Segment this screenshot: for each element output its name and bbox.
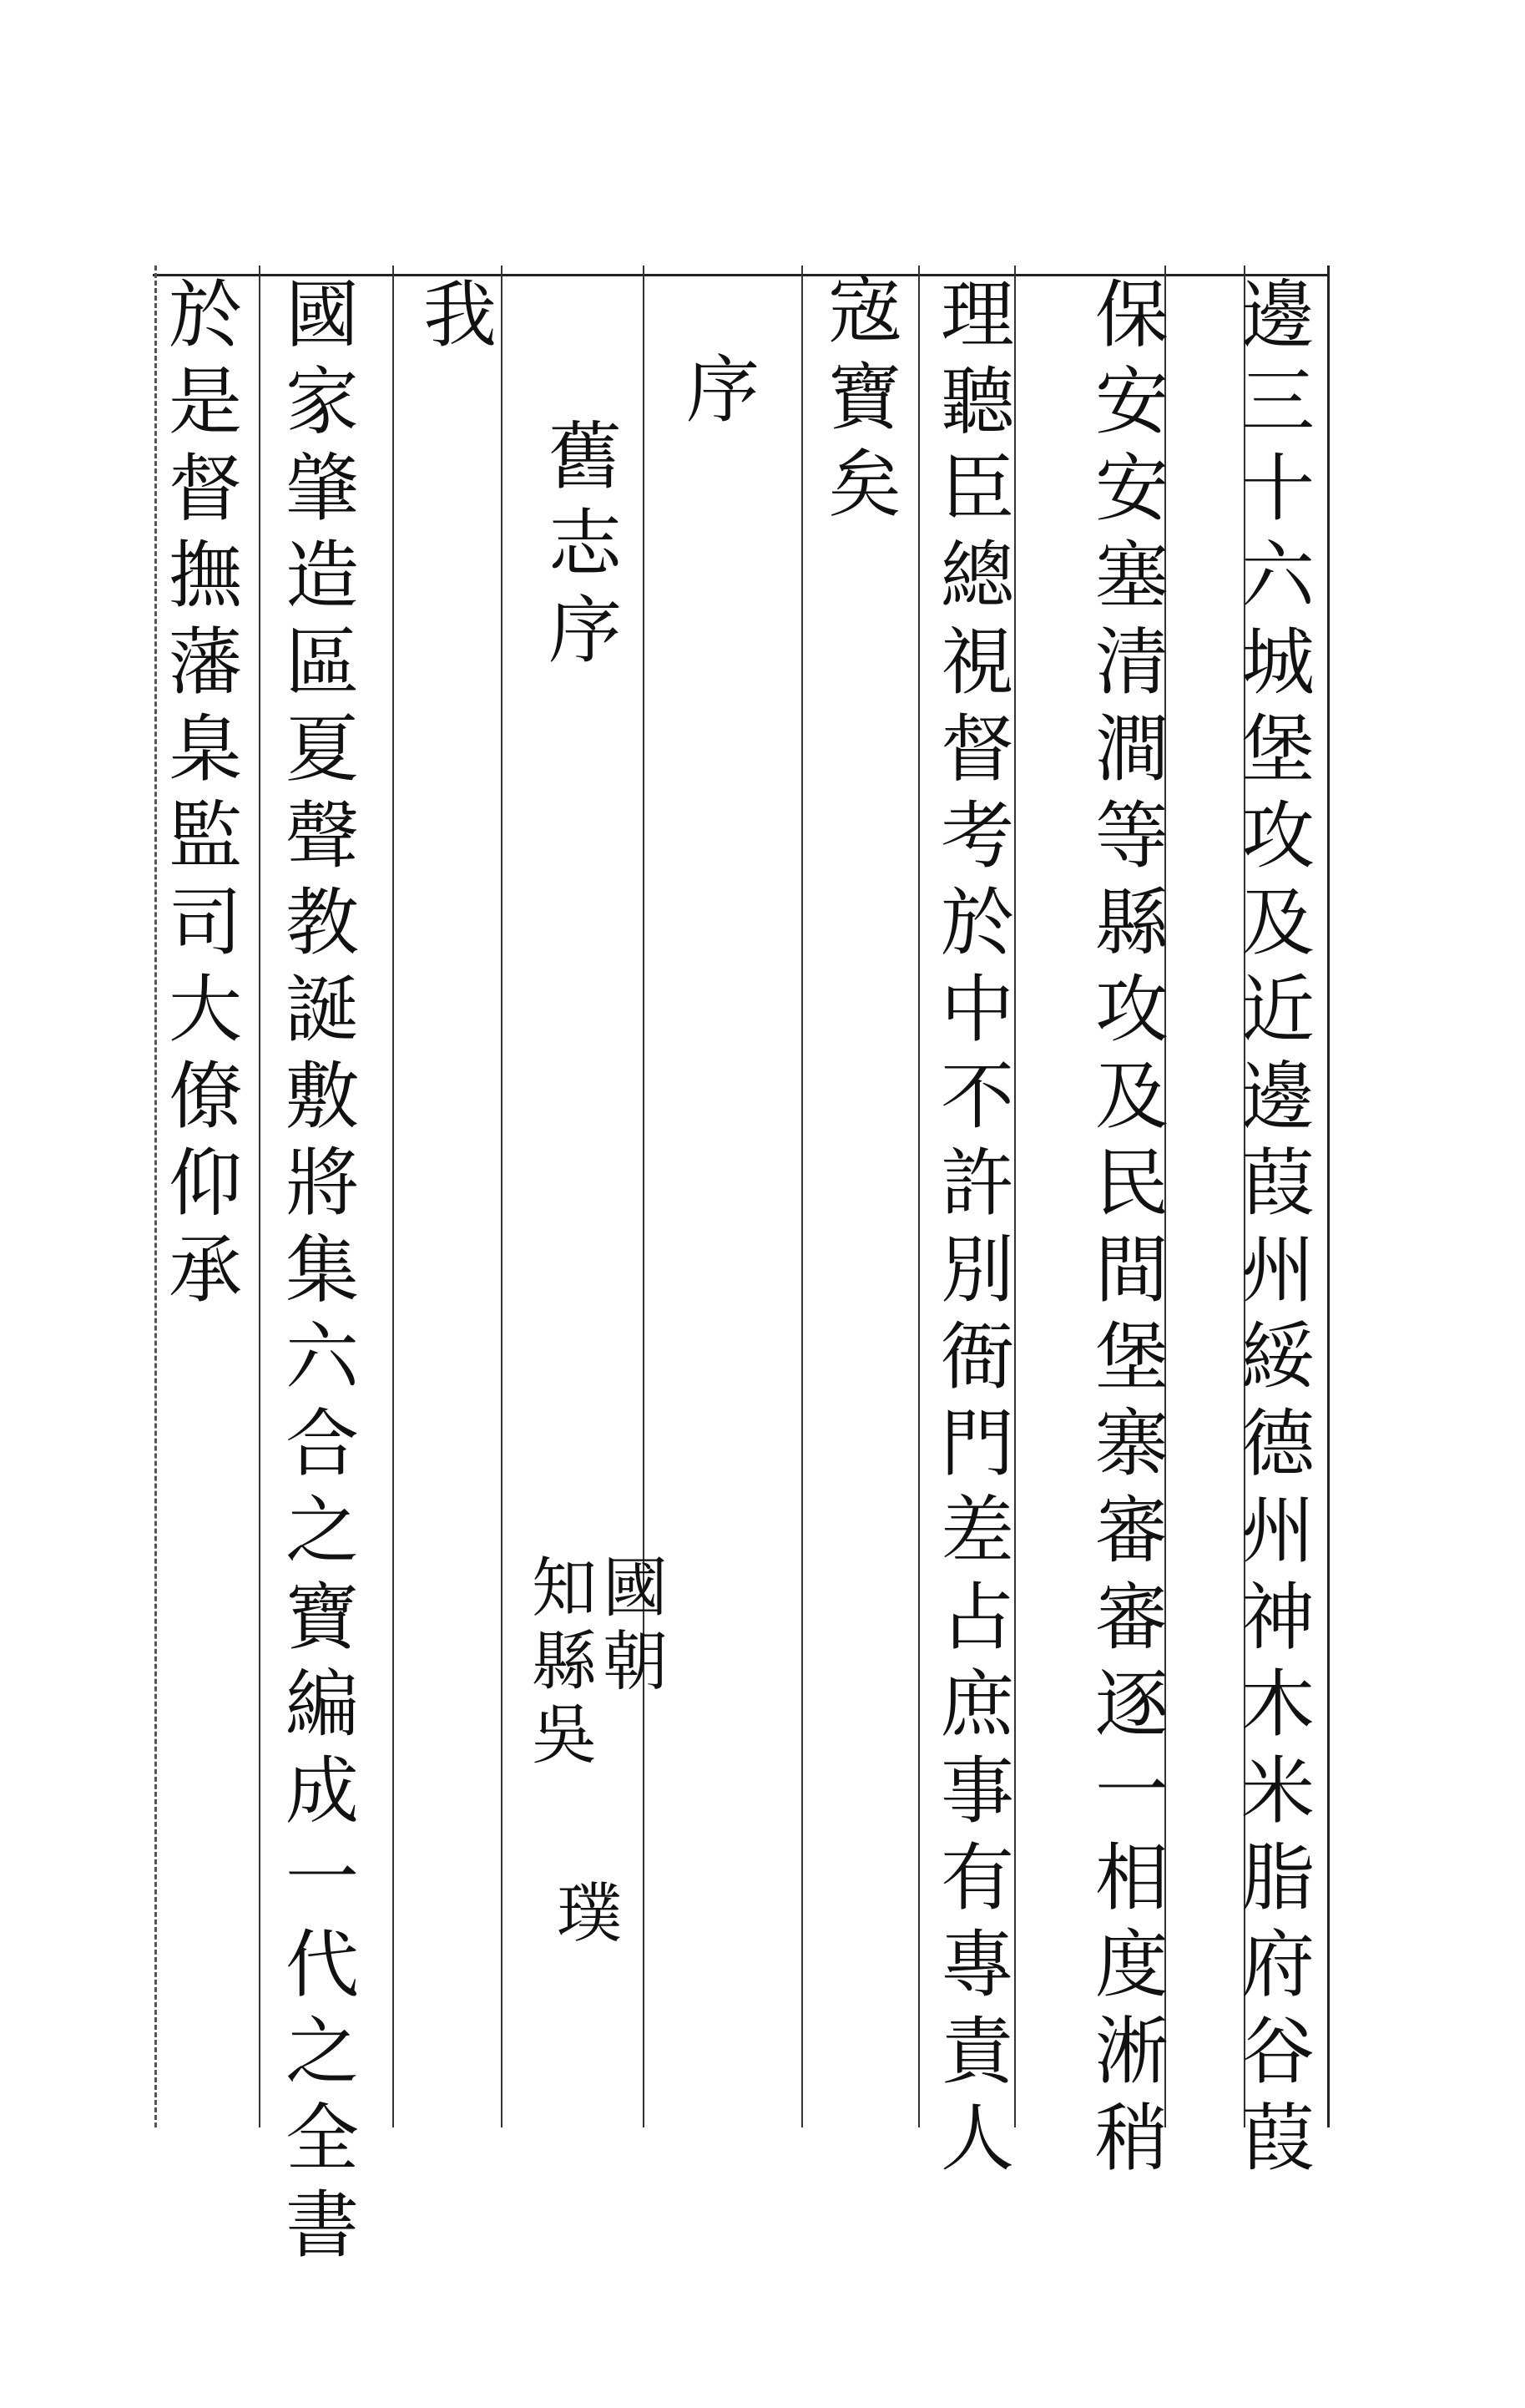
column-rule [643, 266, 644, 2127]
section-title-old-gazetteer-preface: 舊志序 [537, 417, 623, 678]
column-rule [392, 266, 394, 2127]
text-column-3: 理聽臣總視督考於中不許別衙門差占庶事有專責人 [929, 276, 1015, 2186]
author-title: 知縣吳 [521, 1553, 596, 1773]
text-column-1: 邊三十六城堡攻及近邊葭州綏德州神木米脂府谷葭 [1230, 276, 1315, 2186]
text-column-8: 我 [412, 276, 497, 362]
column-rule [918, 266, 920, 2127]
text-column-10: 於是督撫藩臬監司大僚仰承 [157, 276, 243, 1318]
column-rule [1327, 266, 1330, 2127]
text-column-9: 國家肇造區夏聲教誕敷將集六合之寶編成一代之全書 [274, 276, 360, 2273]
column-rule [501, 266, 502, 2127]
column-rule [801, 266, 803, 2127]
section-heading-preface: 序 [674, 351, 760, 438]
text-column-2: 保安安塞清澗等縣攻及民間堡寨審審逐一相度淅稍 [1083, 276, 1169, 2186]
text-column-4: 宼寶矣 [816, 271, 902, 532]
column-rule [259, 266, 260, 2127]
author-name: 璞 [546, 1879, 621, 1952]
author-dynasty: 國朝 [592, 1553, 667, 1700]
